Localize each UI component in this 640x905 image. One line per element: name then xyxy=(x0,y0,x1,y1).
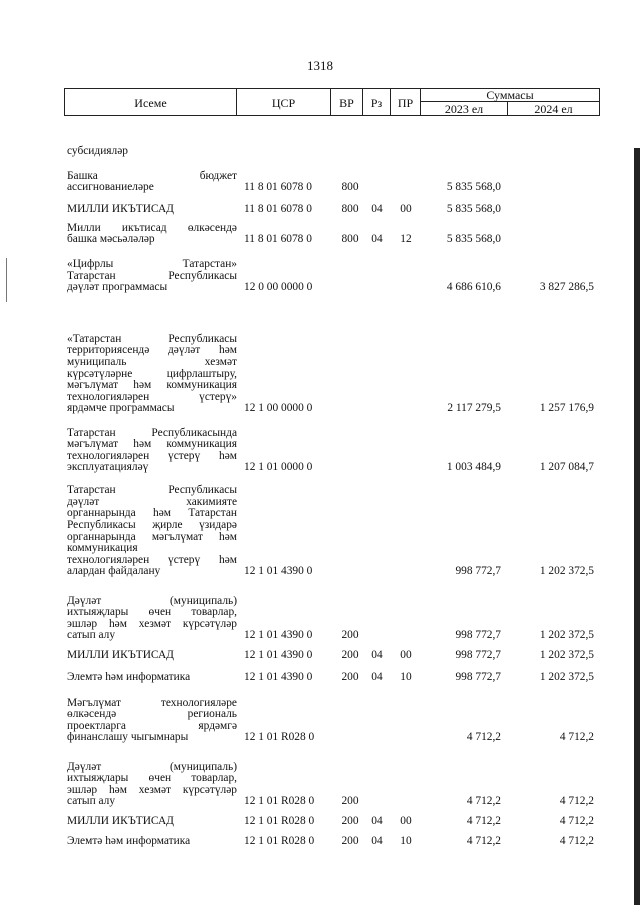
row-name-line: территориясендә дәүләт һәм xyxy=(67,344,237,357)
row-rz: 04 xyxy=(371,203,383,216)
row-name-line: Республикасы җирле үзидарә xyxy=(67,518,237,531)
table-row xyxy=(64,162,600,196)
table-row xyxy=(64,296,600,417)
row-csr: 12 1 01 4390 0 xyxy=(244,565,313,578)
row-pr: 12 xyxy=(400,233,412,246)
row-name-line: Татарстан Республикасында xyxy=(67,426,237,439)
row-vr: 200 xyxy=(341,835,359,848)
table-row xyxy=(64,830,600,850)
row-name-line: технологияләрен үстерү һәм xyxy=(67,449,237,462)
row-vr: 200 xyxy=(341,629,359,642)
row-vr: 200 xyxy=(341,671,359,684)
row-name-line: Дәүләт (муниципаль) xyxy=(67,760,237,773)
row-name-line: Татарстан Республикасы xyxy=(67,269,237,282)
row-name-line: Милли икътисад өлкәсендә xyxy=(67,221,237,234)
row-name-line: «Татарстан Республикасы xyxy=(67,332,237,345)
header-year-2023: 2023 ел xyxy=(444,102,484,116)
row-name-line: эксплуатацияләү xyxy=(67,461,149,474)
table-row xyxy=(64,746,600,810)
row-sum-2023: 998 772,7 xyxy=(455,565,501,578)
table-row xyxy=(64,664,600,686)
scan-mark xyxy=(6,258,7,302)
row-name xyxy=(67,334,237,415)
row-csr: 12 1 01 4390 0 xyxy=(244,629,313,642)
table-header xyxy=(64,88,600,116)
row-name xyxy=(67,204,237,216)
table-row xyxy=(64,218,600,248)
table-row xyxy=(64,476,600,580)
row-name-line: МИЛЛИ ИКЪТИСАД xyxy=(67,815,174,828)
row-vr: 800 xyxy=(341,203,359,216)
row-name-line: МИЛЛИ ИКЪТИСАД xyxy=(67,203,174,216)
row-name-line: технологияләрен үстерү һәм xyxy=(67,553,237,566)
row-csr: 11 8 01 6078 0 xyxy=(244,203,312,216)
header-sums: Суммасы xyxy=(486,88,534,102)
row-name-line: Татарстан Республикасы xyxy=(67,484,237,497)
table-row xyxy=(64,644,600,664)
row-sum-2023: 1 003 484,9 xyxy=(446,461,501,474)
row-name-line: күрсәтүләрне цифрлаштыру, xyxy=(67,367,237,380)
row-sum-2024: 4 712,2 xyxy=(559,835,594,848)
row-rz: 04 xyxy=(371,835,383,848)
row-name xyxy=(67,259,237,294)
row-pr: 00 xyxy=(400,815,412,828)
row-name-line: муниципаль хезмәт xyxy=(67,355,237,368)
row-name-line: сатып алу xyxy=(67,629,116,642)
row-csr: 11 8 01 6078 0 xyxy=(244,181,312,194)
table-row xyxy=(64,248,600,296)
row-name-line: ихтыяҗлары өчен товарлар, xyxy=(67,772,237,785)
row-name xyxy=(67,672,237,684)
row-name-line: башка мәсьәләләр xyxy=(67,233,155,246)
row-sum-2023: 4 712,2 xyxy=(466,731,501,744)
row-sum-2024: 4 712,2 xyxy=(559,795,594,808)
row-name xyxy=(67,698,237,744)
row-name xyxy=(67,146,237,158)
row-sum-2023: 4 712,2 xyxy=(466,815,501,828)
header-vr: ВР xyxy=(339,96,354,110)
row-name-line: дәүләт хакимияте xyxy=(67,495,237,508)
row-name-line: мәгълүмат һәм коммуникация xyxy=(67,379,237,392)
row-name-line: Башка бюджет xyxy=(67,169,237,182)
table-row xyxy=(64,145,600,160)
row-sum-2024: 1 202 372,5 xyxy=(539,671,594,684)
row-name-line: финанслашу чыгымнары xyxy=(67,731,189,744)
row-name xyxy=(67,762,237,808)
row-name-line: ихтыяҗлары өчен товарлар, xyxy=(67,606,237,619)
row-vr: 200 xyxy=(341,815,359,828)
row-name-line: мәгълүмат һәм коммуникация xyxy=(67,438,237,451)
row-name-line: өлкәсендә региональ xyxy=(67,708,237,721)
table-row xyxy=(64,196,600,218)
row-csr: 12 1 00 0000 0 xyxy=(244,402,313,415)
row-pr: 00 xyxy=(400,203,412,216)
row-csr: 12 1 01 4390 0 xyxy=(244,671,313,684)
row-pr: 00 xyxy=(400,649,412,662)
row-csr: 12 0 00 0000 0 xyxy=(244,281,313,294)
row-name-line: коммуникация xyxy=(67,542,138,555)
row-sum-2023: 4 712,2 xyxy=(466,795,501,808)
row-name xyxy=(67,485,237,578)
row-sum-2023: 4 712,2 xyxy=(466,835,501,848)
row-name-line: Дәүләт (муниципаль) xyxy=(67,594,237,607)
header-csr: ЦСР xyxy=(271,96,296,110)
row-name-line: дәүләт программасы xyxy=(67,281,168,294)
row-name-line: органнарында һәм Татарстан xyxy=(67,507,237,520)
row-csr: 12 1 01 R028 0 xyxy=(244,815,315,828)
header-year-2024: 2024 ел xyxy=(534,102,573,116)
row-csr: 12 1 01 4390 0 xyxy=(244,649,313,662)
row-csr: 12 1 01 R028 0 xyxy=(244,731,315,744)
row-name-line: Мәгълүмат технологияләре xyxy=(67,696,237,709)
row-name-line: МИЛЛИ ИКЪТИСАД xyxy=(67,649,174,662)
row-rz: 04 xyxy=(371,649,383,662)
row-sum-2024: 1 207 084,7 xyxy=(539,461,594,474)
row-name-line: ярдәмче программасы xyxy=(67,402,175,415)
table-row xyxy=(64,417,600,476)
row-rz: 04 xyxy=(371,815,383,828)
table-row xyxy=(64,686,600,746)
row-sum-2024: 1 202 372,5 xyxy=(539,629,594,642)
row-sum-2024: 1 202 372,5 xyxy=(539,565,594,578)
row-name xyxy=(67,428,237,474)
row-csr: 12 1 01 R028 0 xyxy=(244,835,315,848)
header-rz: Рз xyxy=(370,96,383,110)
row-sum-2024: 3 827 286,5 xyxy=(539,281,594,294)
row-name-line: Элемтә һәм информатика xyxy=(67,671,191,684)
page-number: 1318 xyxy=(307,58,333,73)
row-sum-2024: 4 712,2 xyxy=(559,731,594,744)
header-pr: ПР xyxy=(397,96,414,110)
row-sum-2024: 1 202 372,5 xyxy=(539,649,594,662)
row-name xyxy=(67,171,237,194)
row-sum-2023: 5 835 568,0 xyxy=(446,203,501,216)
row-csr: 11 8 01 6078 0 xyxy=(244,233,312,246)
row-pr: 10 xyxy=(400,671,412,684)
row-sum-2023: 998 772,7 xyxy=(455,649,501,662)
row-csr: 12 1 01 0000 0 xyxy=(244,461,313,474)
row-name-line: эшләр һәм хезмәт күрсәтүләр xyxy=(67,617,237,630)
row-sum-2024: 4 712,2 xyxy=(559,815,594,828)
row-name-line: «Цифрлы Татарстан» xyxy=(67,258,237,271)
row-sum-2023: 2 117 279,5 xyxy=(447,402,501,415)
row-name-line: алардан файдалану xyxy=(67,565,161,578)
row-name xyxy=(67,650,237,662)
row-name-line: проектларга ярдәмгә xyxy=(67,719,237,732)
header-name: Исеме xyxy=(134,96,167,110)
row-csr: 12 1 01 R028 0 xyxy=(244,795,315,808)
row-name xyxy=(67,596,237,642)
row-rz: 04 xyxy=(371,671,383,684)
row-name-line: Элемтә һәм информатика xyxy=(67,835,191,848)
row-sum-2023: 4 686 610,6 xyxy=(446,281,501,294)
row-vr: 200 xyxy=(341,649,359,662)
row-name-line: сатып алу xyxy=(67,795,116,808)
row-vr: 200 xyxy=(341,795,359,808)
row-sum-2023: 998 772,7 xyxy=(455,671,501,684)
row-sum-2023: 5 835 568,0 xyxy=(446,181,501,194)
row-name-line: органнарында мәгълүмат һәм xyxy=(67,530,237,543)
row-name-line: субсидияләр xyxy=(67,145,128,158)
row-rz: 04 xyxy=(371,233,383,246)
row-sum-2023: 998 772,7 xyxy=(455,629,501,642)
budget-table xyxy=(64,88,600,848)
row-name-line: ассигнованиеләре xyxy=(67,181,154,194)
scan-edge xyxy=(634,148,640,905)
row-name xyxy=(67,836,237,848)
row-name-line: технологияләрен үстерү» xyxy=(67,390,237,403)
row-vr: 800 xyxy=(341,181,359,194)
table-row xyxy=(64,810,600,830)
row-name xyxy=(67,223,237,246)
row-vr: 800 xyxy=(341,233,359,246)
row-pr: 10 xyxy=(400,835,412,848)
table-row xyxy=(64,580,600,644)
row-sum-2023: 5 835 568,0 xyxy=(446,233,501,246)
row-name xyxy=(67,816,237,828)
row-name-line: эшләр һәм хезмәт күрсәтүләр xyxy=(67,783,237,796)
row-sum-2024: 1 257 176,9 xyxy=(539,402,594,415)
